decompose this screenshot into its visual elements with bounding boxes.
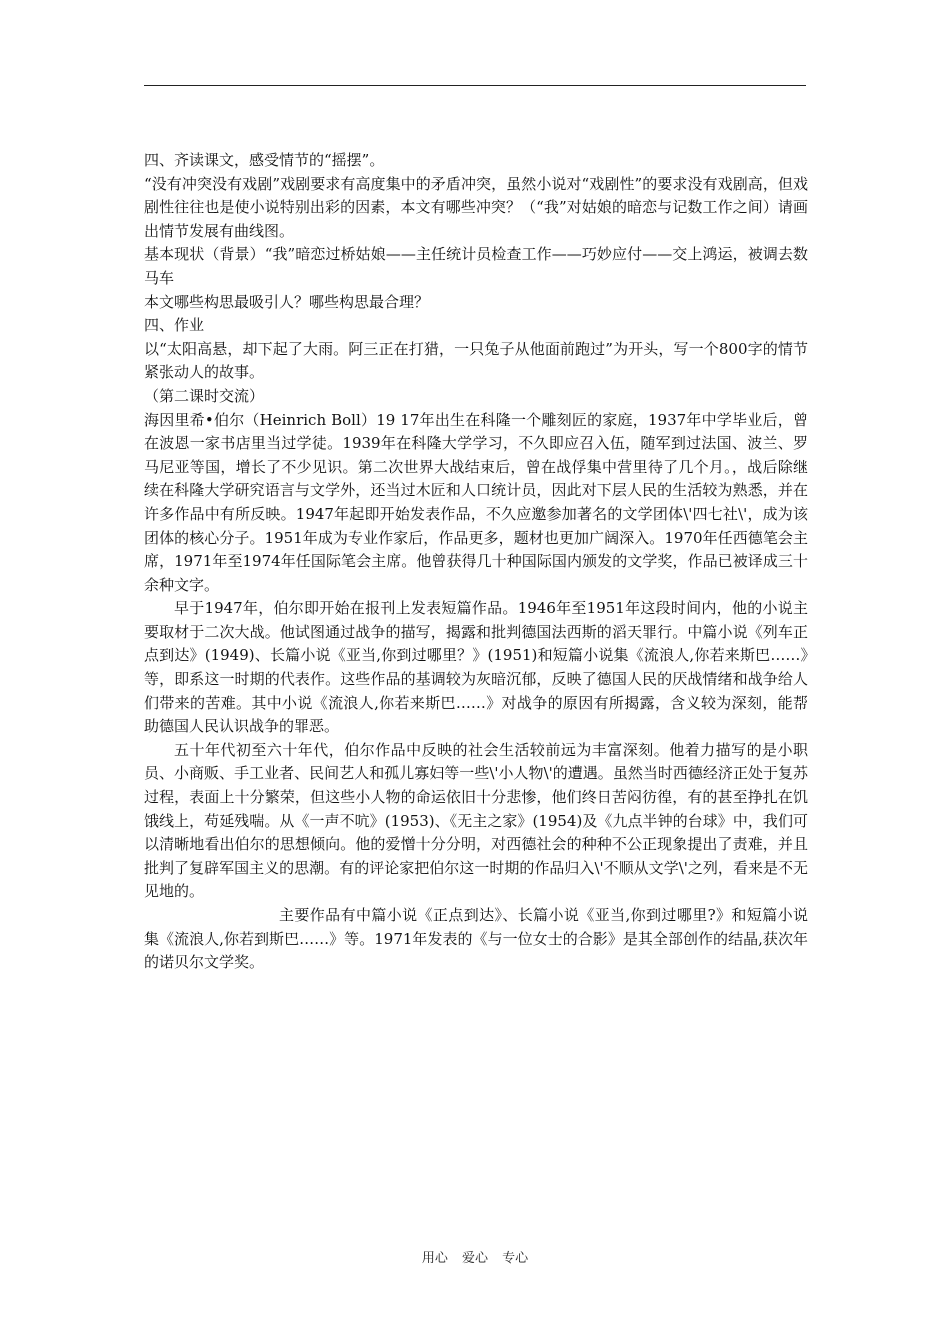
section-heading-second-lesson: （第二课时交流） (144, 386, 265, 405)
paragraph-early-works: 早于1947年，伯尔即开始在报刊上发表短篇作品。1946年至1951年这段时间内，他的小说主要取材于二次大战。他试图通过战争的描写，揭露和批判德国法西斯的滔天罪行。中篇小说《列车正点到达》(1949)、长篇小说《亚当,你到过哪里？》(1951)和短篇小说集《流浪人,你若来斯巴……》等，即系这一时期的代表作。这些作品的基调较为灰暗沉郁，反映了德国人民的厌战情绪和战争给人们带来的苦难。其中小说《流浪人,你若来斯巴……》对战争的原因有所揭露，含义较为深刻，能帮助德国人民认识战争的罪恶。 (144, 599, 808, 736)
paragraph-conflict: “没有冲突没有戏剧”戏剧要求有高度集中的矛盾冲突，虽然小说对“戏剧性”的要求没有戏剧高，但戏剧性往往也是使小说特别出彩的因素，本文有哪些冲突？（“我”对姑娘的暗恋与记数工作之间）请画出情节发展有曲线图。 (144, 174, 808, 240)
paragraph-main-works: 主要作品有中篇小说《正点到达》、长篇小说《亚当,你到过哪里?》和短篇小说集《流浪人,你若到斯巴……》等。1971年发表的《与一位女士的合影》是其全部创作的结晶,获次年的诺贝尔文学奖。 (144, 906, 808, 972)
paragraph-author-bio: 海因里希•伯尔（Heinrich Boll）19 17年出生在科隆一个雕刻匠的家庭，1937年中学毕业后，曾在波恩一家书店里当过学徒。1939年在科隆大学学习，不久即应召入伍，随军到过法国、波兰、罗马尼亚等国，增长了不少见识。第二次世界大战结束后，曾在战俘集中营里待了几个月。，战后除继续在科隆大学研究语言与文学外，还当过木匠和人口统计员，因此对下层人民的生活较为熟悉，并在许多作品中有所反映。1947年起即开始发表作品，不久应邀参加著名的文学团体\'四七社\'，成为该团体的核心分子。1951年成为专业作家后，作品更多，题材也更加广阔深入。1970年任西德笔会主席，1971年至1974年任国际笔会主席。他曾获得几十种国际国内颁发的文学奖，作品已被译成三十余种文字。 (144, 410, 808, 594)
section-heading-plot: 四、齐读课文，感受情节的“摇摆”。 (144, 151, 385, 169)
paragraph-plot-outline: 基本现状（背景）“我”暗恋过桥姑娘——主任统计员检查工作——巧妙应付——交上鸿运，被调去数马车 (144, 245, 808, 287)
document-body (144, 149, 808, 975)
paragraph-homework: 以“太阳高悬，却下起了大雨。阿三正在打猎，一只兔子从他面前跑过”为开头，写一个800字的情节紧张动人的故事。 (144, 339, 808, 382)
page-footer: 用心 爱心 专心 (421, 1251, 529, 1266)
paragraph-fifties-works: 五十年代初至六十年代，伯尔作品中反映的社会生活较前远为丰富深刻。他着力描写的是小职员、小商贩、手工业者、民间艺人和孤儿寡妇等一些\'小人物\'的遭遇。虽然当时西德经济正处于复苏过程，表面上十分繁荣，但这些小人物的命运依旧十分悲惨，他们终日苦闷彷徨，有的甚至挣扎在饥饿线上，苟延残喘。从《一声不吭》(1953)、《无主之家》(1954)及《九点半钟的台球》中，我们可以清晰地看出伯尔的思想倾向。他的爱憎十分分明，对西德社会的种种不公正现象提出了责难，并且批判了复辟军国主义的思潮。有的评论家把伯尔这一时期的作品归入\'不顺从文学\'之列，看来是不无见地的。 (144, 740, 808, 901)
section-heading-homework: 四、作业 (144, 316, 205, 335)
paragraph-question: 本文哪些构思最吸引人？哪些构思最合理？ (144, 292, 430, 311)
header-rule (144, 85, 806, 86)
